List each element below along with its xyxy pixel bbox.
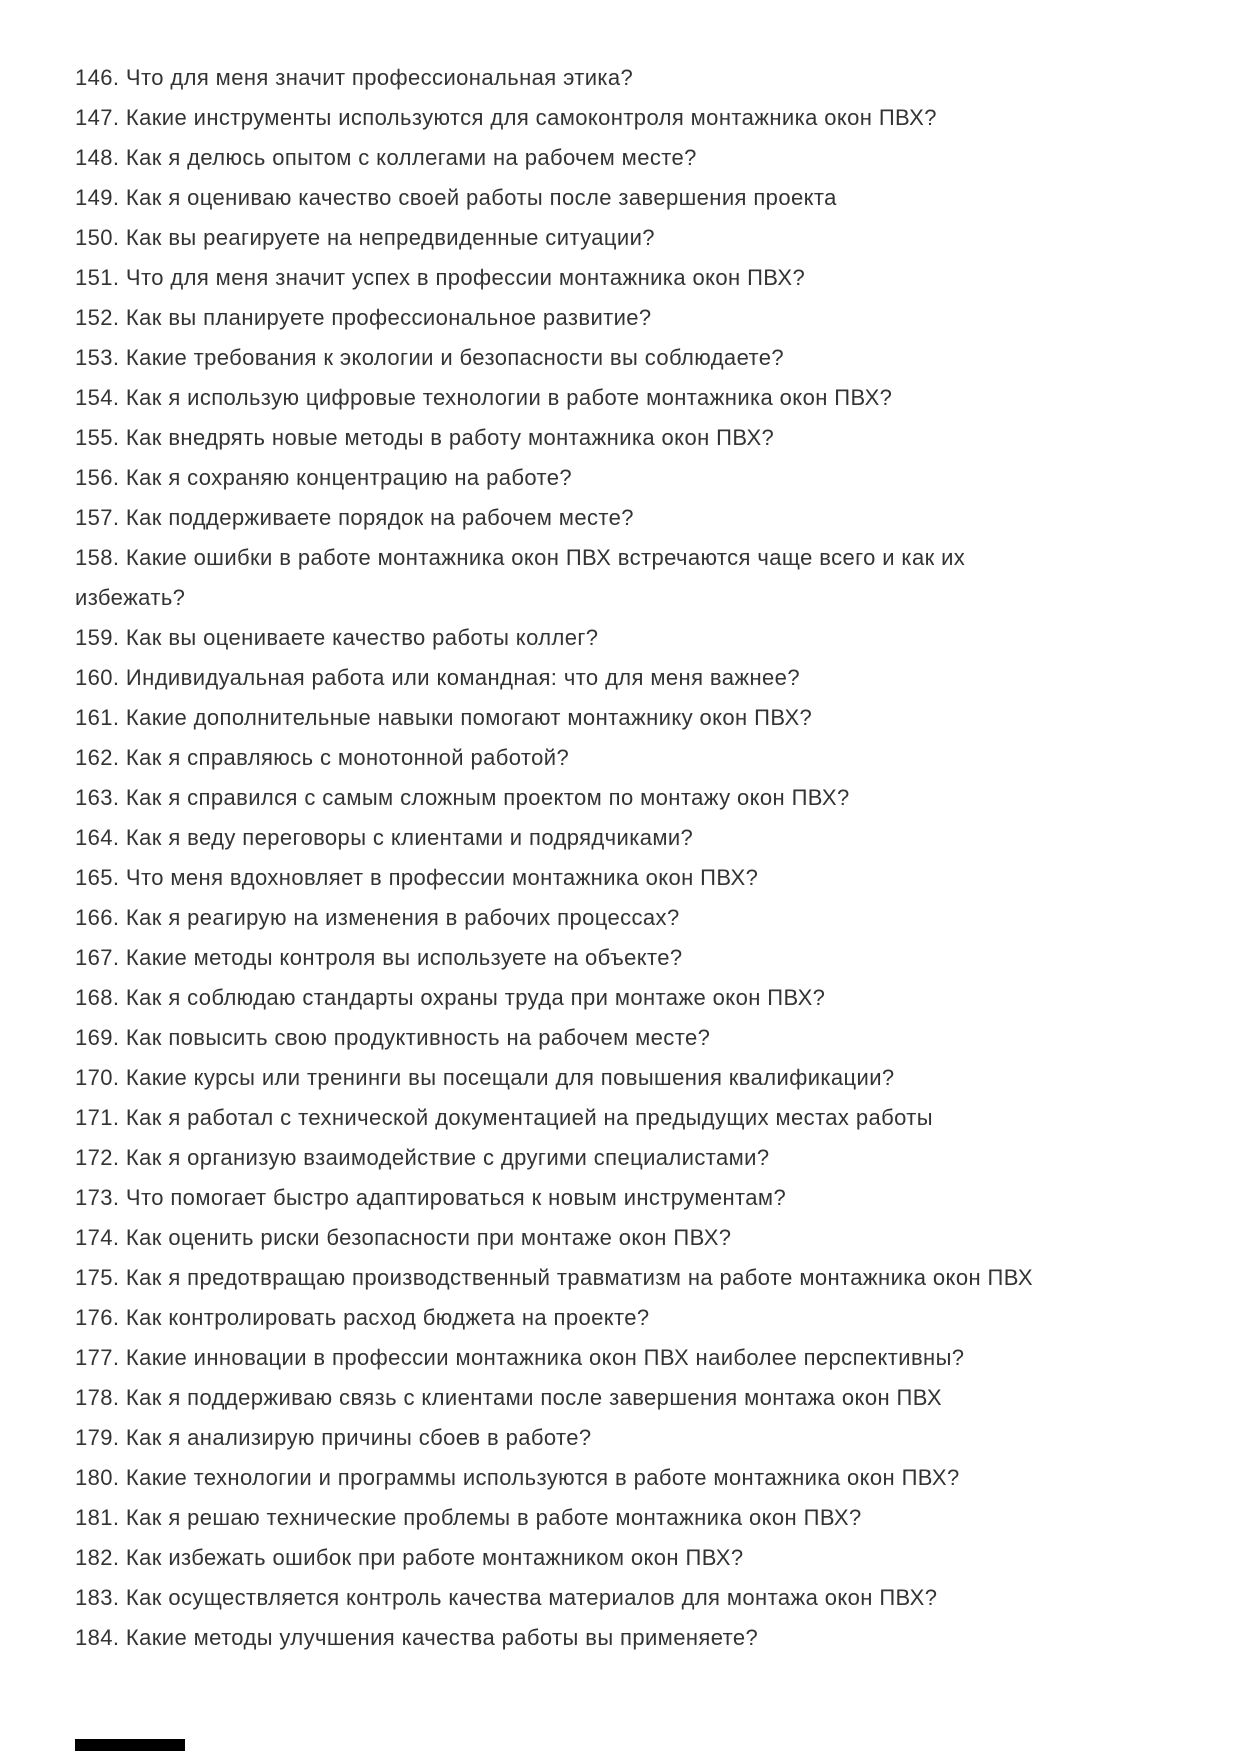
question-list	[75, 58, 1199, 1658]
item-text: Что для меня значит успех в профессии монтажника окон ПВХ?	[119, 265, 806, 290]
list-item	[75, 1098, 1199, 1138]
item-text: Как вы реагируете на непредвиденные ситуации?	[119, 225, 655, 250]
item-number: 165.	[75, 865, 120, 890]
item-number: 166.	[75, 905, 120, 930]
list-item	[75, 618, 1199, 658]
item-number: 182.	[75, 1545, 120, 1570]
item-text: Какие инновации в профессии монтажника окон ПВХ наиболее перспективны?	[119, 1345, 965, 1370]
item-text: Как я веду переговоры с клиентами и подрядчиками?	[119, 825, 694, 850]
list-item	[75, 1178, 1199, 1218]
item-number: 147.	[75, 105, 120, 130]
list-item	[75, 1138, 1199, 1178]
item-text: Как я оцениваю качество своей работы после завершения проекта	[119, 185, 837, 210]
list-item	[75, 1058, 1199, 1098]
item-number: 151.	[75, 265, 120, 290]
item-text: Как оценить риски безопасности при монтаже окон ПВХ?	[119, 1225, 732, 1250]
list-item	[75, 58, 1199, 98]
item-text: Как поддерживаете порядок на рабочем месте?	[119, 505, 634, 530]
item-text: Как внедрять новые методы в работу монтажника окон ПВХ?	[119, 425, 775, 450]
item-number: 176.	[75, 1305, 120, 1330]
list-item	[75, 1418, 1199, 1458]
list-item	[75, 898, 1199, 938]
item-number: 159.	[75, 625, 120, 650]
item-text: Что помогает быстро адаптироваться к новым инструментам?	[119, 1185, 787, 1210]
item-number: 155.	[75, 425, 120, 450]
list-item	[75, 1458, 1199, 1498]
list-item	[75, 1618, 1199, 1658]
list-item	[75, 458, 1199, 498]
list-item	[75, 418, 1199, 458]
footer-bar	[75, 1739, 185, 1751]
list-item	[75, 258, 1199, 298]
item-number: 175.	[75, 1265, 120, 1290]
item-text: Как вы планируете профессиональное развитие?	[119, 305, 652, 330]
list-item	[75, 1538, 1199, 1578]
item-text: Какие ошибки в работе монтажника окон ПВХ встречаются чаще всего и как их	[119, 545, 966, 570]
item-number: 172.	[75, 1145, 120, 1170]
item-number: 178.	[75, 1385, 120, 1410]
item-number: 162.	[75, 745, 120, 770]
list-item	[75, 1338, 1199, 1378]
list-item	[75, 818, 1199, 858]
item-number: 180.	[75, 1465, 120, 1490]
list-item	[75, 1498, 1199, 1538]
item-text: Как я реагирую на изменения в рабочих процессах?	[119, 905, 680, 930]
item-text: Какие технологии и программы используются в работе монтажника окон ПВХ?	[119, 1465, 960, 1490]
list-item	[75, 1218, 1199, 1258]
list-item	[75, 538, 1199, 578]
list-item-continuation	[75, 578, 1199, 618]
item-text: Какие инструменты используются для самоконтроля монтажника окон ПВХ?	[119, 105, 937, 130]
item-number: 169.	[75, 1025, 120, 1050]
list-item	[75, 298, 1199, 338]
item-number: 167.	[75, 945, 120, 970]
item-text: Какие методы улучшения качества работы вы применяете?	[119, 1625, 759, 1650]
item-text: Как я справляюсь с монотонной работой?	[119, 745, 570, 770]
list-item	[75, 378, 1199, 418]
item-text: Как вы оцениваете качество работы коллег?	[119, 625, 599, 650]
item-text: Какие курсы или тренинги вы посещали для повышения квалификации?	[119, 1065, 895, 1090]
item-text: Что для меня значит профессиональная этика?	[119, 65, 634, 90]
list-item	[75, 178, 1199, 218]
list-item	[75, 738, 1199, 778]
list-item	[75, 1578, 1199, 1618]
item-number: 156.	[75, 465, 120, 490]
list-item	[75, 338, 1199, 378]
item-number: 160.	[75, 665, 120, 690]
item-text: Как я делюсь опытом с коллегами на рабочем месте?	[119, 145, 697, 170]
item-text: Какие дополнительные навыки помогают монтажнику окон ПВХ?	[119, 705, 813, 730]
item-text: Как я предотвращаю производственный травматизм на работе монтажника окон ПВХ	[119, 1265, 1033, 1290]
item-number: 146.	[75, 65, 120, 90]
list-item	[75, 1378, 1199, 1418]
item-number: 171.	[75, 1105, 120, 1130]
item-text: Какие методы контроля вы используете на объекте?	[119, 945, 683, 970]
item-number: 164.	[75, 825, 120, 850]
item-text: Как я поддерживаю связь с клиентами после завершения монтажа окон ПВХ	[119, 1385, 942, 1410]
item-number: 158.	[75, 545, 120, 570]
list-item	[75, 858, 1199, 898]
item-number: 173.	[75, 1185, 120, 1210]
item-number: 177.	[75, 1345, 120, 1370]
item-text: Как повысить свою продуктивность на рабочем месте?	[119, 1025, 711, 1050]
item-number: 170.	[75, 1065, 120, 1090]
item-number: 154.	[75, 385, 120, 410]
list-item	[75, 778, 1199, 818]
item-text: Индивидуальная работа или командная: что для меня важнее?	[119, 665, 800, 690]
list-item	[75, 138, 1199, 178]
item-number: 150.	[75, 225, 120, 250]
item-text: избежать?	[75, 585, 186, 610]
list-item	[75, 1258, 1199, 1298]
item-text: Как контролировать расход бюджета на проекте?	[119, 1305, 650, 1330]
list-item	[75, 698, 1199, 738]
item-text: Как я справился с самым сложным проектом по монтажу окон ПВХ?	[119, 785, 850, 810]
item-text: Как я решаю технические проблемы в работе монтажника окон ПВХ?	[119, 1505, 862, 1530]
item-text: Как я использую цифровые технологии в работе монтажника окон ПВХ?	[119, 385, 893, 410]
list-item	[75, 1298, 1199, 1338]
item-number: 181.	[75, 1505, 120, 1530]
item-number: 174.	[75, 1225, 120, 1250]
list-item	[75, 218, 1199, 258]
item-number: 149.	[75, 185, 120, 210]
item-number: 168.	[75, 985, 120, 1010]
item-number: 184.	[75, 1625, 120, 1650]
list-item	[75, 938, 1199, 978]
list-item	[75, 498, 1199, 538]
item-number: 163.	[75, 785, 120, 810]
list-item	[75, 1018, 1199, 1058]
item-number: 179.	[75, 1425, 120, 1450]
list-item	[75, 978, 1199, 1018]
list-item	[75, 98, 1199, 138]
item-number: 153.	[75, 345, 120, 370]
item-text: Какие требования к экологии и безопасности вы соблюдаете?	[119, 345, 784, 370]
item-text: Как я сохраняю концентрацию на работе?	[119, 465, 572, 490]
item-text: Как я работал с технической документацией на предыдущих местах работы	[119, 1105, 933, 1130]
item-text: Как я организую взаимодействие с другими специалистами?	[119, 1145, 770, 1170]
item-number: 157.	[75, 505, 120, 530]
item-text: Как я анализирую причины сбоев в работе?	[119, 1425, 592, 1450]
item-number: 183.	[75, 1585, 120, 1610]
item-text: Как избежать ошибок при работе монтажником окон ПВХ?	[119, 1545, 744, 1570]
item-text: Как осуществляется контроль качества материалов для монтажа окон ПВХ?	[119, 1585, 938, 1610]
item-text: Как я соблюдаю стандарты охраны труда при монтаже окон ПВХ?	[119, 985, 826, 1010]
item-number: 161.	[75, 705, 120, 730]
item-number: 152.	[75, 305, 120, 330]
item-text: Что меня вдохновляет в профессии монтажника окон ПВХ?	[119, 865, 759, 890]
item-number: 148.	[75, 145, 120, 170]
list-item	[75, 658, 1199, 698]
